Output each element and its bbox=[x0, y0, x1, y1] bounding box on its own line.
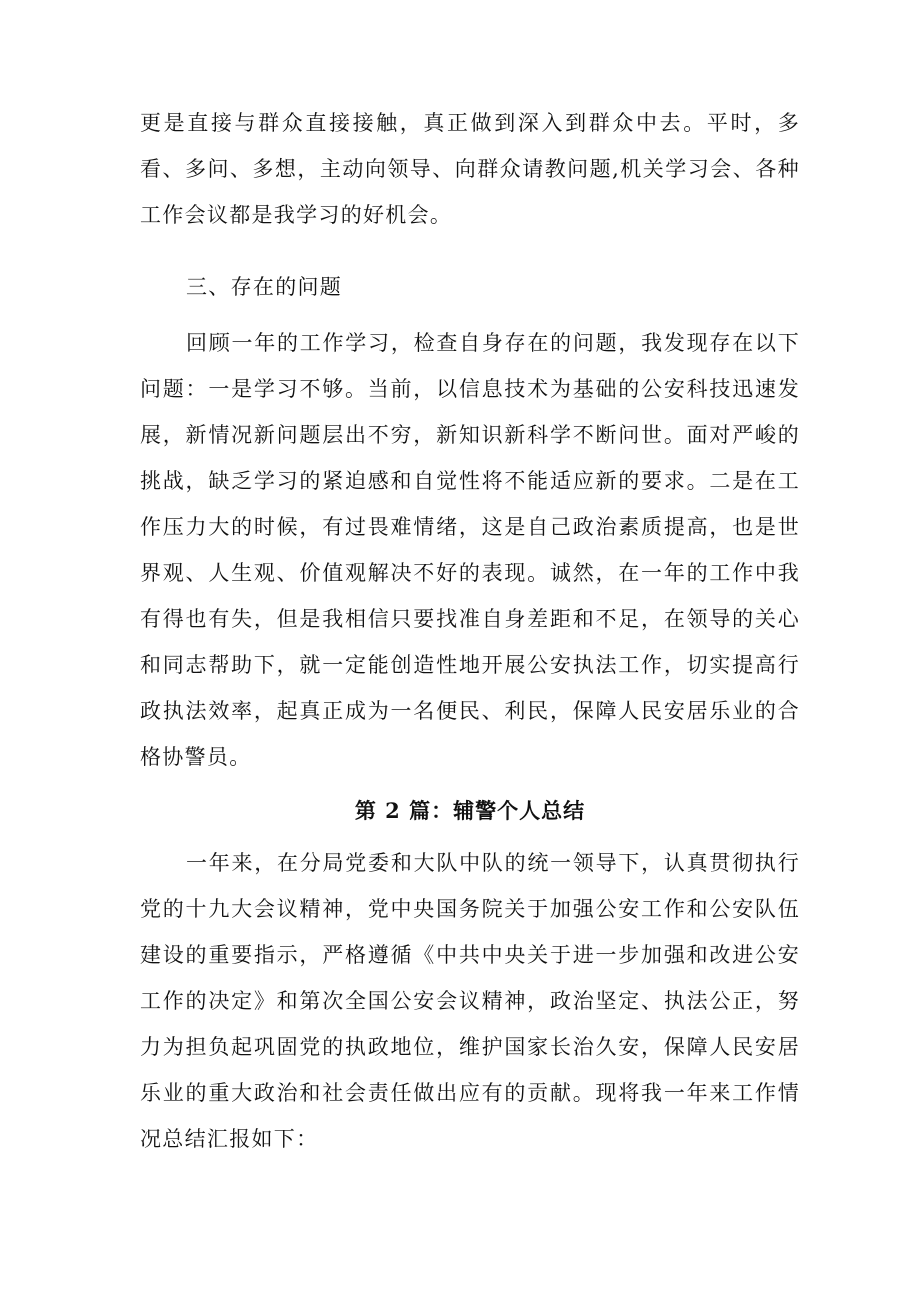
paragraph-problems: 回顾一年的工作学习，检查自身存在的问题，我发现存在以下问题：一是学习不够。当前，以信息技术为基础的公安科技迅速发展，新情况新问题层出不穷，新知识新科学不断问世。面对严峻的挑战，缺乏学习的紧迫感和自觉性将不能适应新的要求。二是在工作压力大的时候，有过畏难情绪，这是自己政治素质提高，也是世界观、人生观、价值观解决不好的表现。诚然，在一年的工作中我有得也有失，但是我相信只要找准自身差距和不足，在领导的关心和同志帮助下，就一定能创造性地开展公安执法工作，切实提高行政执法效率，起真正成为一名便民、利民，保障人民安居乐业的合格协警员。 bbox=[140, 331, 800, 769]
spacer bbox=[140, 238, 800, 250]
article-title: 第 2 篇：辅警个人总结 bbox=[354, 798, 586, 823]
document-body bbox=[140, 100, 800, 1162]
paragraph-intro: 一年来，在分局党委和大队中队的统一领导下，认真贯彻执行党的十九大会议精神，党中央国务院关于加强公安工作和公安队伍建设的重要指示，严格遵循《中共中央关于进一步加强和改进公安工作的决定》和第次全国公安会议精神，政治坚定、执法公正，努力为担负起巩固党的执政地位，维护国家长治久安，保障人民安居乐业的重大政治和社会责任做出应有的贡献。现将我一年来工作情况总结汇报如下： bbox=[140, 851, 800, 1151]
section-heading: 三、存在的问题 bbox=[186, 275, 343, 299]
paragraph-continuation: 更是直接与群众直接接触，真正做到深入到群众中去。平时，多看、多问、多想，主动向领导、向群众请教问题,机关学习会、各种工作会议都是我学习的好机会。 bbox=[140, 111, 800, 227]
